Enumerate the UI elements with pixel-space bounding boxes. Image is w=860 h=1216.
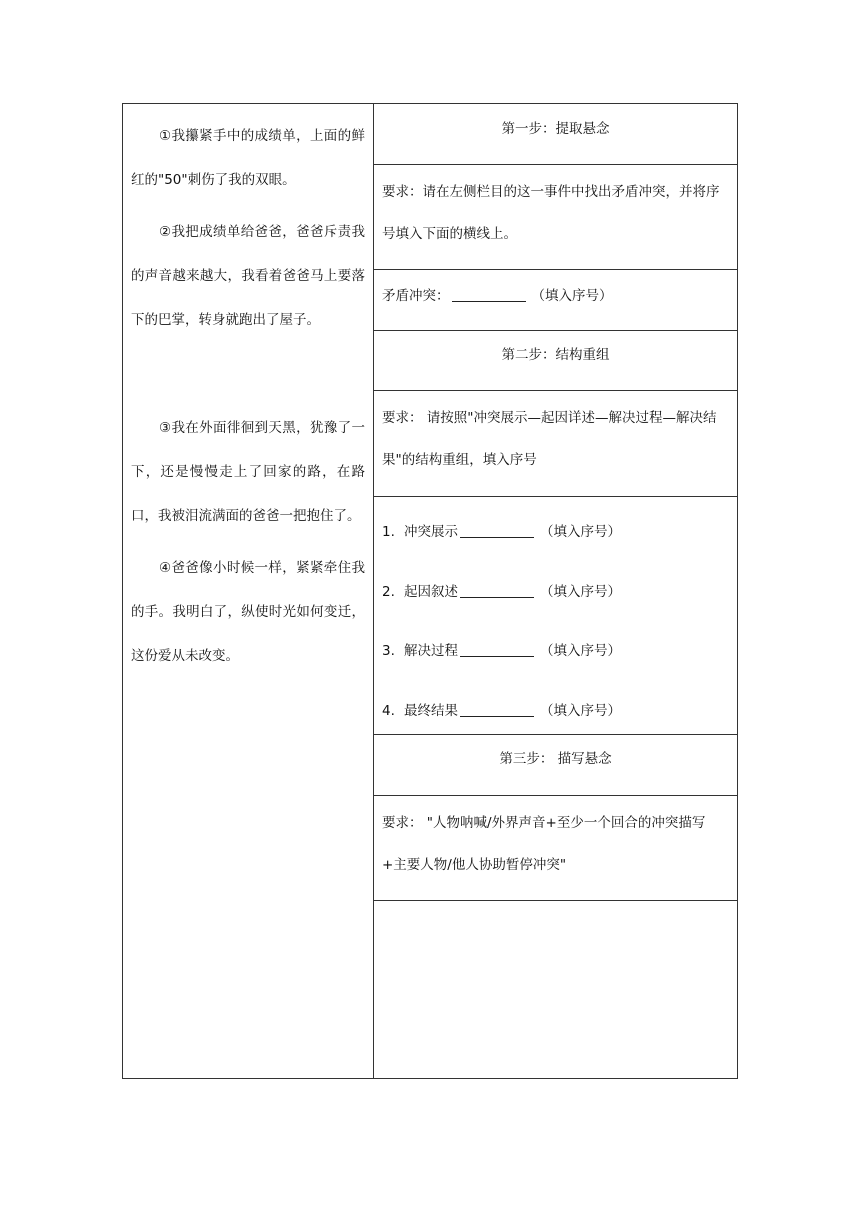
structure-item-1 — [382, 503, 729, 563]
conflict-blank[interactable] — [452, 287, 526, 302]
structure-list — [374, 497, 737, 735]
story-paragraph-4: ④爸爸像小时候一样，紧紧牵住我的手。我明白了，纵使时光如何变迁，这份爱从未改变。 — [131, 560, 365, 664]
item-label: 冲突展示 — [404, 524, 458, 540]
item-number: 1. — [382, 524, 395, 540]
writing-area[interactable] — [374, 901, 737, 1080]
structure-item-4 — [382, 682, 729, 742]
step2-requirement: 要求： 请按照"冲突展示—起因详述—解决过程—解决结果"的结构重组，填入序号 — [374, 391, 737, 497]
item-number: 4. — [382, 702, 395, 719]
worksheet-table — [122, 103, 738, 1079]
item-label: 最终结果 — [404, 702, 458, 719]
task-column — [374, 104, 737, 1078]
item-blank[interactable] — [460, 583, 534, 598]
item-label: 解决过程 — [404, 643, 458, 659]
story-paragraph-3: ③我在外面徘徊到天黑，犹豫了一下，还是慢慢走上了回家的路，在路口，我被泪流满面的爸爸一把抱住了。 — [131, 420, 365, 524]
item-blank[interactable] — [460, 642, 534, 657]
item-blank[interactable] — [460, 702, 534, 717]
conflict-row — [374, 270, 737, 331]
item-blank[interactable] — [460, 523, 534, 538]
structure-item-3 — [382, 622, 729, 682]
step3-title: 第三步： 描写悬念 — [374, 735, 737, 796]
story-paragraph-1: ①我攥紧手中的成绩单，上面的鲜红的"50"刺伤了我的双眼。 — [131, 128, 365, 188]
item-hint: （填入序号） — [540, 583, 621, 600]
story-paragraph-2: ②我把成绩单给爸爸，爸爸斥责我的声音越来越大，我看着爸爸马上要落下的巴掌，转身就跑出了屋子。 — [131, 224, 365, 328]
step3-requirement: 要求： "人物呐喊/外界声音+至少一个回合的冲突描写+主要人物/他人协助暂停冲突" — [374, 796, 737, 901]
step2-title: 第二步：结构重组 — [374, 331, 737, 391]
step1-title: 第一步：提取悬念 — [374, 104, 737, 165]
conflict-hint: （填入序号） — [531, 288, 613, 304]
story-column — [123, 104, 374, 1078]
structure-item-2 — [382, 563, 729, 623]
item-number: 3. — [382, 643, 395, 659]
step1-requirement: 要求：请在左侧栏目的这一事件中找出矛盾冲突，并将序号填入下面的横线上。 — [374, 165, 737, 270]
item-number: 2. — [382, 583, 395, 600]
item-hint: （填入序号） — [540, 643, 621, 659]
item-hint: （填入序号） — [540, 702, 621, 719]
item-hint: （填入序号） — [540, 524, 621, 540]
item-label: 起因叙述 — [404, 583, 458, 600]
conflict-label: 矛盾冲突： — [382, 288, 450, 304]
